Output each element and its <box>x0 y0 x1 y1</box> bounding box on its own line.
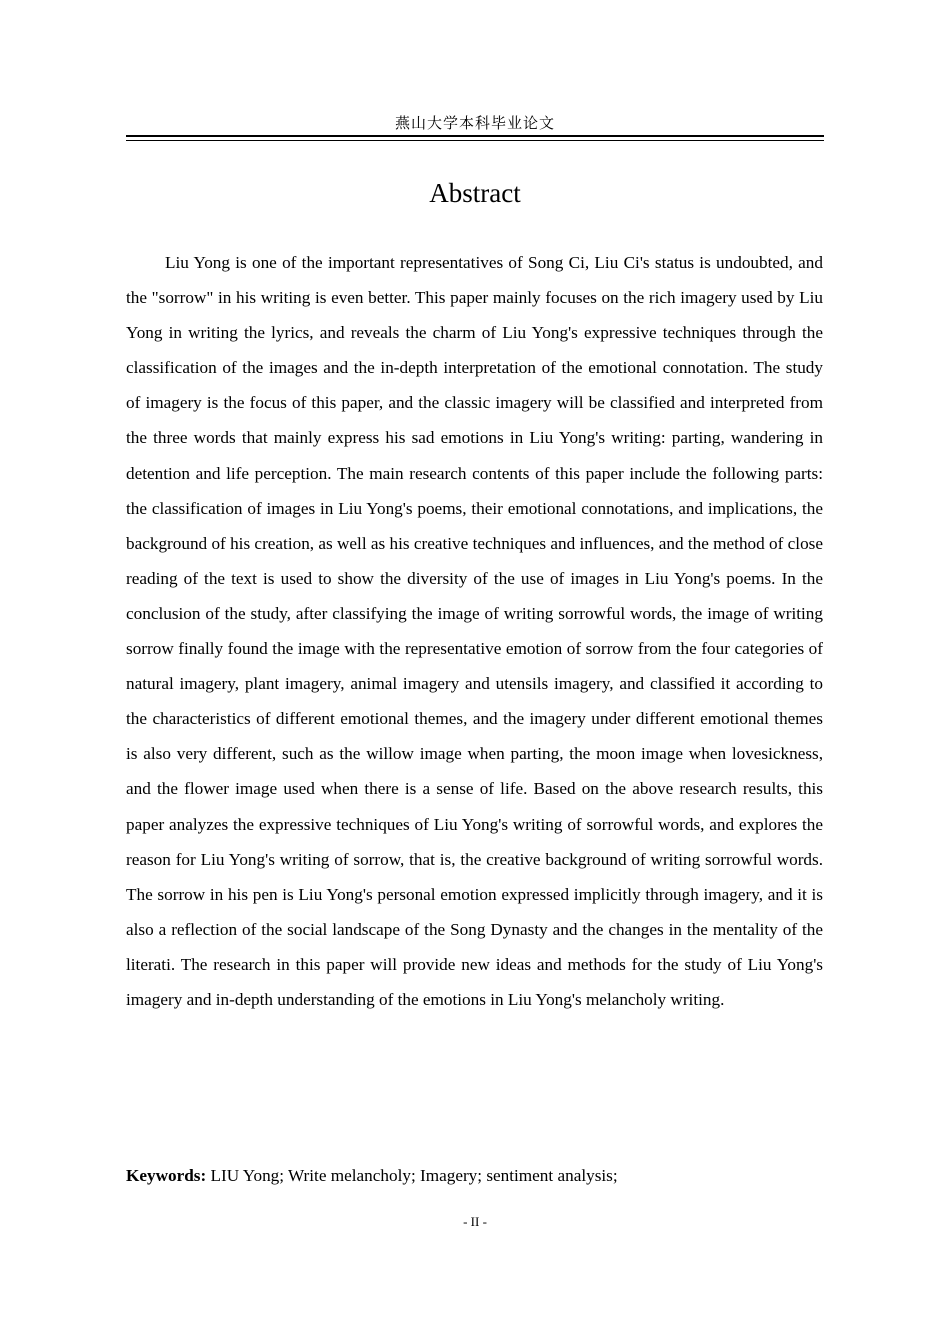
abstract-title: Abstract <box>429 178 521 208</box>
running-header: 燕山大学本科毕业论文 <box>394 116 555 132</box>
page-number: - II - <box>463 1214 487 1229</box>
header-rule-thin <box>126 140 824 141</box>
keywords-label: Keywords: <box>126 1166 207 1185</box>
abstract-body: Liu Yong is one of the important representatives of Song Ci, Liu Ci's status is undoubted, and the "sorrow" in his writing is even better. This paper mainly focuses on the rich imagery used by Liu Yong in writing the lyrics, and reveals the charm of Liu Yong's expressive techniques through the classification of the images and the in-depth interpretation of the emotional connotation. The study of imagery is the focus of this paper, and the classic imagery will be classified and interpreted from the three words that mainly express his sad emotions in Liu Yong's writing: parting, wandering in detention and life perception. The main research contents of this paper include the following parts: the classification of images in Liu Yong's poems, their emotional connotations, and implications, the background of his creation, as well as his creative techniques and influences, and the method of close reading of the text is used to show the diversity of the use of images in Liu Yong's poems. In the conclusion of the study, after classifying the image of writing sorrowful words, the image of writing sorrow finally found the image with the representative emotion of sorrow from the four categories of natural imagery, plant imagery, animal imagery and utensils imagery, and classified it according to the characteristics of different emotional themes, and the imagery under different emotional themes is also very different, such as the willow image when parting, the moon image when lovesickness, and the flower image used when there is a sense of life. Based on the above research results, this paper analyzes the expressive techniques of Liu Yong's writing of sorrowful words, and explores the reason for Liu Yong's writing of sorrow, that is, the creative background of writing sorrowful words. The sorrow in his pen is Liu Yong's personal emotion expressed implicitly through imagery, and it is also a reflection of the social landscape of the Song Dynasty and the changes in the mentality of the literati. The research in this paper will provide new ideas and methods for the study of Liu Yong's imagery and in-depth understanding of the emotions in Liu Yong's melancholy writing. <box>126 253 823 1009</box>
header-rule-thick <box>126 135 824 137</box>
keywords-line <box>126 1158 824 1193</box>
keywords-text: LIU Yong; Write melancholy; Imagery; sentiment analysis; <box>206 1166 618 1185</box>
